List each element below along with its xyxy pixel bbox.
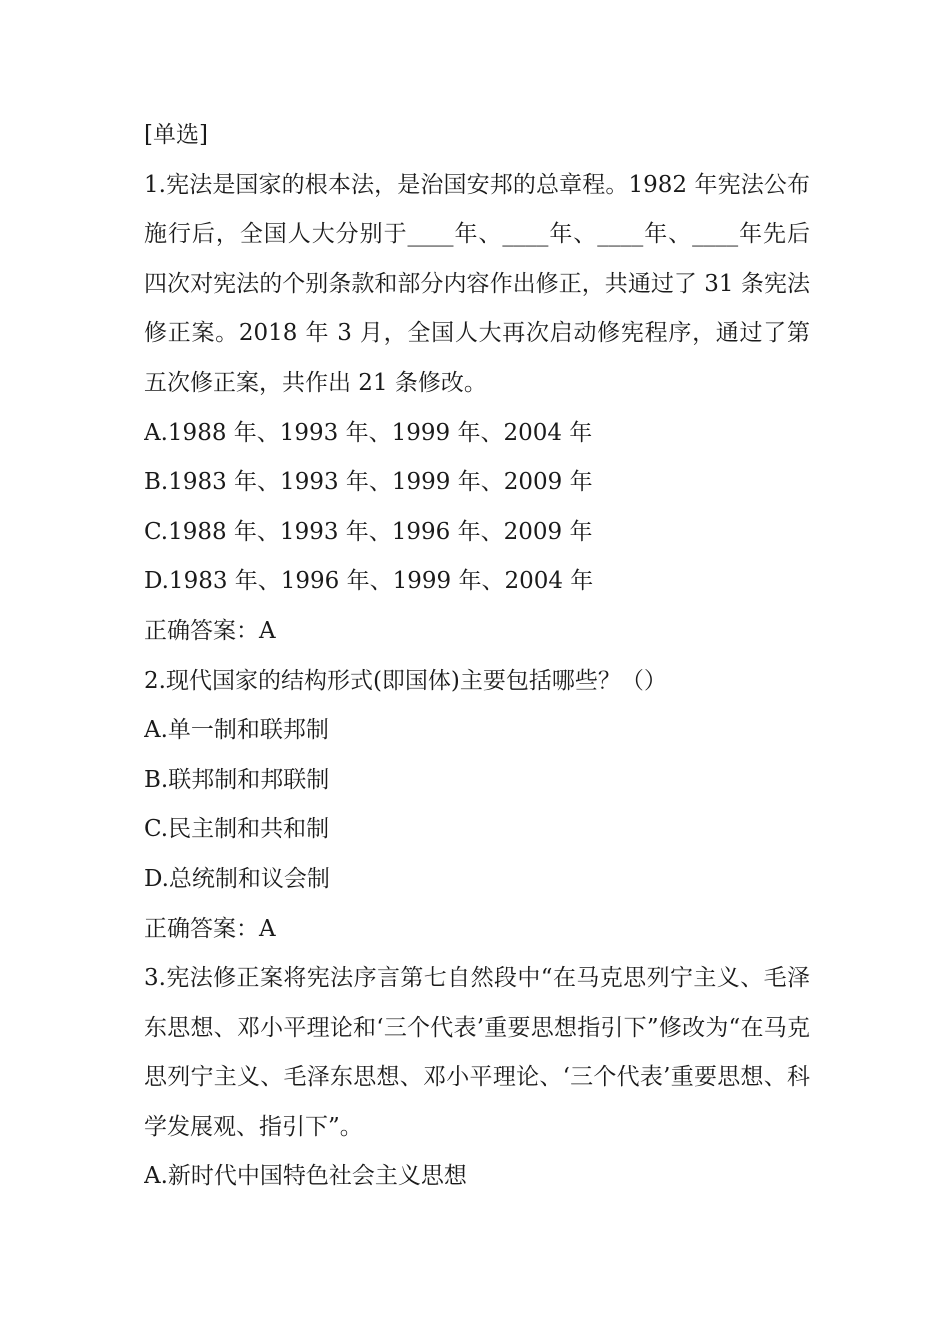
question-2-option-b: B.联邦制和邦联制: [144, 766, 330, 793]
question-1-stem: 1.宪法是国家的根本法，是治国安邦的总章程。1982 年宪法公布施行后，全国人大分别于____年、____年、____年、____年先后四次对宪法的个别条款和部分内容作出修正，共通过了 31 条宪法修正案。2018 年 3 月，全国人大再次启动修宪程序，通过了第五次修正案，共作出 21 条修改。: [144, 171, 810, 396]
question-2-option-c: C.民主制和共和制: [144, 816, 330, 843]
question-3-stem: 3.宪法修正案将宪法序言第七自然段中“在马克思列宁主义、毛泽东思想、邓小平理论和‘三个代表’重要思想指引下”修改为“在马克思列宁主义、毛泽东思想、邓小平理论、‘三个代表’重要思想、科学发展观、指引下”。: [144, 965, 810, 1140]
section-label: [单选]: [144, 122, 208, 148]
question-1-option-d: D.1983 年、1996 年、1999 年、2004 年: [144, 568, 594, 595]
question-2-option-d: D.总统制和议会制: [144, 865, 330, 892]
question-2-option-a: A.单一制和联邦制: [144, 717, 329, 744]
question-1-option-a: A.1988 年、1993 年、1999 年、2004 年: [144, 419, 593, 446]
question-3-option-a: A.新时代中国特色社会主义思想: [144, 1163, 467, 1190]
question-1-option-b: B.1983 年、1993 年、1999 年、2009 年: [144, 469, 593, 496]
document-page: [144, 111, 810, 1202]
question-1-answer: 正确答案：A: [144, 617, 276, 644]
question-2-stem: 2.现代国家的结构形式(即国体)主要包括哪些？（）: [144, 667, 667, 694]
question-1-option-c: C.1988 年、1993 年、1996 年、2009 年: [144, 518, 593, 545]
question-2-answer: 正确答案：A: [144, 915, 276, 942]
